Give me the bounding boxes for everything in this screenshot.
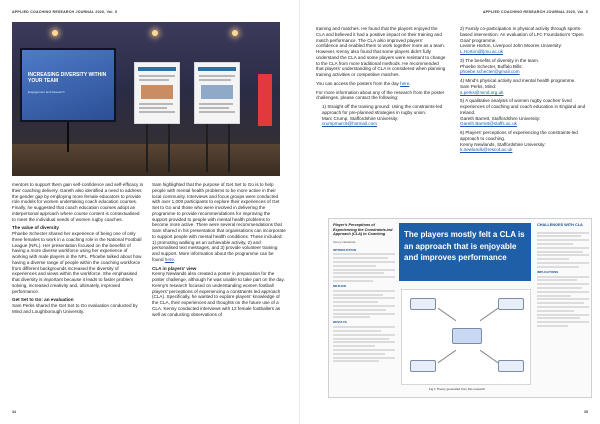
event-photo — [12, 22, 280, 176]
email-link[interactable]: s.perks@mind.org.uk — [460, 89, 504, 95]
paragraph: training and matches. He found that the players enjoyed the CLA and believed it had a positive impact on their training and match performance. The CLA also improved players' confidence and enabled them to work together more as a team. However, Kenny also found that some players didn't fully understand the CLA and some players were resistant to change to the CLA from more traditional methods. He recommended that players' understanding of CLA is considered when planning training activities or competitive matches. — [316, 26, 446, 77]
presentation-screen — [20, 48, 116, 122]
screen-subtitle: Engagement and Research — [28, 90, 65, 94]
contact-item: 4) Mind's physical activity and mental health programme. Sam Perks, Mind: s.perks@mind.org.uk — [460, 78, 576, 95]
paragraph: Sam highlighted that the purpose of Get Set to Go is to help people with mental health problems to be more active in their local community. Interviews and focus groups were conducted with over 1,000 participants to explore their experiences of Get Set to Go and those who were involved in delivering the programme to provide recommendations for improving the support provided to people with mental health problems to become more active. There were several recommendations that Sam shared in his presentation that organisations can incorporate to support people with mental health conditions. These included: 1) promoting walking as an achievable activity, 2) and personalised text messages, and 3) provide volunteer training and support. More information about the programme can be found here. — [152, 182, 286, 262]
poster-section-heading: IMPLICATIONS — [537, 269, 559, 274]
poster-image — [201, 85, 233, 99]
right-column-1 — [316, 26, 446, 130]
email-link[interactable]: Gareth.Barrett@staffs.ac.uk — [460, 121, 517, 127]
diagram-node — [410, 298, 436, 310]
contact-item: 5) A qualitative analysis of women rugby coaches' lived experiences of coaching and coach education in England and Ireland. Gareth Barrett, Staffordshire University: Gareth.Barrett@staffs.ac.uk — [460, 98, 586, 127]
running-header-right: APPLIED COACHING RESEARCH JOURNAL 2020, Vol. 5 — [482, 10, 588, 14]
email-link[interactable]: phoebe.schecter@gmail.com — [460, 69, 520, 75]
easel-leg — [228, 124, 230, 172]
programme-link[interactable]: here — [164, 256, 174, 262]
email-link[interactable]: crumpmarc9@hotmail.com — [322, 121, 377, 127]
left-column-2 — [152, 182, 286, 320]
paragraph: You can access the posters from the day here. — [316, 80, 411, 86]
running-header-left: APPLIED COACHING RESEARCH JOURNAL 2020, Vol. 5 — [12, 10, 118, 14]
diagram-edge — [480, 350, 499, 363]
poster-header-bar — [198, 67, 236, 71]
diagram-node — [498, 360, 524, 372]
email-link[interactable]: L.Horton@ljmu.ac.uk — [460, 49, 503, 54]
poster-key-finding: The players mostly felt a CLA is an approach that is enjoyable and improves performance — [404, 230, 525, 262]
poster-section-heading: CHALLENGES WITH CLA — [537, 223, 583, 227]
page-number-right: 35 — [584, 410, 588, 414]
diagram-node — [498, 298, 524, 310]
banner-sign — [258, 74, 272, 126]
left-column-1 — [12, 182, 144, 318]
paragraph: Sam Perks shared the Get Set to Go evaluation conducted by Mind and Loughborough University. — [12, 303, 138, 314]
poster-section-heading: INTRODUCTION — [333, 247, 356, 252]
diagram-node — [452, 328, 482, 344]
poster-left-column — [333, 223, 395, 364]
poster-image — [141, 85, 173, 99]
poster-figure-caption: Fig 1 Theory generated from this research — [429, 387, 485, 391]
contact-item: 6) Players' perceptions of experiencing the constraints-led approach to coaching. Kenny Newlands, Staffordshire University: k.newlands@rescot.ac.uk — [460, 130, 578, 153]
poster-authors: Kenny Newlands — [333, 239, 356, 244]
paragraph: For more information about any of the research from the poster challenges, please contact the following: — [316, 89, 445, 101]
ceiling-light — [52, 30, 58, 36]
section-heading: Get Set to Go: an evaluation — [12, 297, 74, 303]
ceiling-light — [232, 30, 238, 36]
poster-right-column — [537, 223, 589, 329]
easel-leg — [168, 124, 170, 172]
easel-leg — [206, 124, 208, 172]
poster-easel — [194, 62, 240, 124]
section-heading: The value of diversity — [12, 225, 59, 231]
poster-theory-diagram — [401, 289, 531, 385]
poster-header-bar — [138, 67, 176, 71]
poster-key-finding-banner — [399, 223, 531, 281]
contact-item: 1) Straight off the training ground: Using the constraints-led approach for pre-planned strategies in rugby union. Marc Crump, Staffordshire University: crumpmarc9@hotmail.com — [322, 104, 443, 127]
poster-section-heading: RESULTS — [333, 320, 347, 325]
contact-item: 3) The benefits of diversity in the team. Phoebe Schecter, Buffalo Bills: phoebe.schecter@gmail.com — [460, 57, 540, 75]
paragraph: Kenny Newlands also created a poster in preparation for the poster challenge, although he was unable to take part on the day. Kenny's research focused on understanding women football players' perceptions of experiencing a constraints led approach (CLA). Specifically, he wanted to explore players' knowledge of the CLA, their experiences and thoughts on the future use of a CLA. Kenny conducted interviews with 12 female footballers as well as conducting observations of — [152, 271, 285, 317]
research-poster — [328, 218, 592, 398]
screen-stand — [67, 122, 69, 152]
email-link[interactable]: k.newlands@rescot.ac.uk — [460, 147, 513, 153]
poster-title: Player's Perceptions of Experiencing the Constraints-led Approach (CLA) to Coaching — [333, 223, 393, 237]
ceiling-light — [152, 30, 158, 36]
diagram-edge — [438, 308, 457, 321]
poster-easel — [134, 62, 180, 124]
section-heading: CLA in players' view — [152, 265, 197, 271]
poster-section-heading: METHOD — [333, 283, 346, 288]
contact-item: 2) Family co-participation in physical activity through sports-based intervention: An evaluation of LFC Foundation's 'Open Goal' programme. Leanne Horton, Liverpool John Moores University: L.Horton@ljmu.ac.uk — [460, 26, 584, 54]
right-column-2 — [454, 26, 588, 156]
diagram-edge — [480, 308, 499, 321]
paragraph: Phoebe Schecter shared her experience of being one of only three females to work in a coaching role in the National Football League (NFL). Her presentation focused on the benefits of having a more diverse workforce using her experience of working with male players in the NFL. Phoebe talked about how having a diverse range of people within the coaching workforce from different backgrounds increased the diversity of experiences and views within the workforce. She emphasised that diversity is important because it leads to faster problem solving, increased creativity and, ultimately, improved performance. — [12, 231, 142, 294]
diagram-node — [410, 360, 436, 372]
posters-link[interactable]: here — [400, 80, 410, 86]
screen-title: INCREASING DIVERSITY WITHIN YOUR TEAM — [28, 72, 107, 84]
diagram-edge — [438, 350, 457, 363]
paragraph: mentors to support them gain self-confidence and self-efficacy in their coaching delivery. Gareth also identified a need to address the gender gap by employing more female educators to provide role models for women undertaking coach education courses. Finally, he suggested that coach education courses adopt an interpersonal approach where course content is contextualised to meet the individual needs of women rugby coaches. — [12, 182, 144, 222]
easel-leg — [146, 124, 148, 172]
page-number-left: 34 — [12, 410, 16, 414]
